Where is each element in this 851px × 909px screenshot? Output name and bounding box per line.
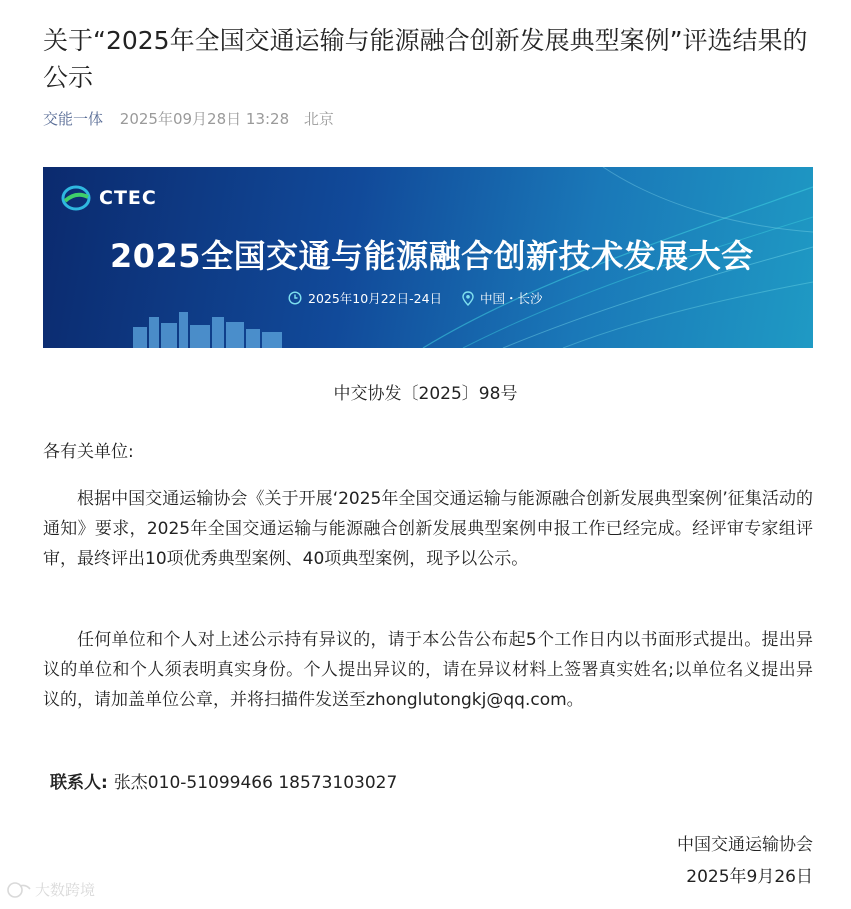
banner-info bbox=[288, 289, 563, 307]
body-paragraph-1: 根据中国交通运输协会《关于开展‘2025年全国交通运输与能源融合创新发展典型案例’征集活动的通知》要求，2025年全国交通运输与能源融合创新发展典型案例申报工作已经完成。经评审专家组评审，最终评出10项优秀典型案例、40项典型案例，现予以公示。 bbox=[43, 489, 813, 569]
publish-time: 2025年09月28日 13:28 bbox=[119, 110, 290, 128]
brand-name: CTEC bbox=[99, 187, 157, 209]
contact-label: 联系人: bbox=[50, 773, 108, 793]
conference-banner-image bbox=[43, 167, 813, 348]
banner-place: 中国・长沙 bbox=[480, 291, 543, 306]
banner-place-item bbox=[462, 289, 543, 307]
account-name-link[interactable]: 交能一体 bbox=[43, 110, 104, 128]
contact-value: 张杰010-51099466 18573103027 bbox=[113, 773, 398, 793]
salutation: 各有关单位: bbox=[43, 442, 134, 462]
clock-icon bbox=[288, 291, 302, 305]
location-pin-icon bbox=[462, 291, 474, 306]
banner-date-item bbox=[288, 289, 442, 307]
watermark-logo-icon bbox=[6, 881, 32, 899]
article-title: 关于“2025年全国交通运输与能源融合创新发展典型案例”评选结果的公示 bbox=[43, 26, 808, 92]
banner-date: 2025年10月22日-24日 bbox=[308, 291, 443, 306]
article-meta bbox=[43, 108, 334, 130]
body-paragraph-2: 任何单位和个人对上述公示持有异议的，请于本公告公布起5个工作日内以书面形式提出。提出异议的单位和个人须表明真实身份。个人提出异议的，请在异议材料上签署真实姓名;以单位名义提出异议的，请加盖单位公章，并将扫描件发送至zhonglutongkj@qq.com。 bbox=[43, 630, 813, 710]
ctec-brand bbox=[61, 185, 157, 211]
publish-location: 北京 bbox=[303, 110, 334, 128]
ctec-logo-icon bbox=[61, 185, 91, 211]
banner-title: 2025全国交通与能源融合创新技术发展大会 bbox=[110, 237, 754, 275]
contact-line bbox=[50, 768, 397, 793]
signature-date: 2025年9月26日 bbox=[686, 867, 813, 887]
watermark-text: 大数跨境 bbox=[35, 881, 96, 899]
document-number: 中交协发〔2025〕98号 bbox=[333, 384, 518, 404]
signature-organization: 中国交通运输协会 bbox=[677, 835, 813, 855]
watermark bbox=[6, 879, 95, 900]
